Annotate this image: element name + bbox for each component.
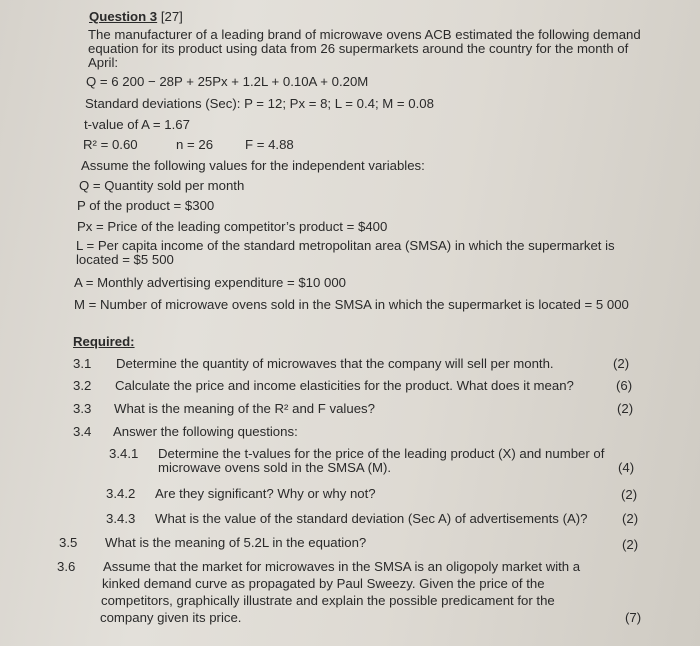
var-l-definition-line-2: located = $5 500 bbox=[76, 252, 174, 267]
intro-line-2: equation for its product using data from 26 supermarkets around the country for the month of bbox=[88, 41, 629, 56]
sub-item-number: 3.4.2 bbox=[106, 486, 136, 501]
item-text: Determine the quantity of microwaves that the company will sell per month. bbox=[116, 356, 554, 371]
item-text: What is the meaning of 5.2L in the equation? bbox=[105, 535, 367, 550]
item-marks: (2) bbox=[617, 401, 634, 416]
sub-item-text: Are they significant? Why or why not? bbox=[155, 486, 376, 501]
question-total-marks: [27] bbox=[160, 9, 183, 24]
var-a-definition: A = Monthly advertising expenditure = $10 000 bbox=[74, 275, 346, 290]
var-l-definition-line-1: L = Per capita income of the standard metropolitan area (SMSA) in which the supermarket is bbox=[76, 238, 615, 253]
item-text: What is the meaning of the R² and F values? bbox=[114, 401, 375, 416]
item-number: 3.2 bbox=[73, 378, 92, 393]
sub-item-text: What is the value of the standard deviation (Sec A) of advertisements (A)? bbox=[155, 511, 588, 526]
item-number: 3.1 bbox=[73, 356, 92, 371]
sub-item-text-line-2: microwave ovens sold in the SMSA (M). bbox=[158, 460, 392, 475]
item-number: 3.4 bbox=[73, 424, 92, 439]
item-marks: (2) bbox=[613, 356, 630, 371]
sub-item-marks: (2) bbox=[622, 511, 639, 526]
intro-line-1: The manufacturer of a leading brand of microwave ovens ACB estimated the following demand bbox=[88, 27, 641, 42]
intro-line-3: April: bbox=[88, 55, 119, 70]
item-text-line-3: competitors, graphically illustrate and explain the possible predicament for the bbox=[101, 593, 555, 608]
item-number: 3.6 bbox=[57, 559, 76, 574]
required-heading: Required: bbox=[73, 334, 135, 349]
var-q-definition: Q = Quantity sold per month bbox=[79, 178, 245, 193]
sub-item-marks: (4) bbox=[618, 460, 635, 475]
f-value: F = 4.88 bbox=[245, 137, 294, 152]
sub-item-text-line-1: Determine the t-values for the price of the leading product (X) and number of bbox=[158, 446, 605, 461]
item-text-line-4: company given its price. bbox=[100, 610, 242, 625]
sub-item-number: 3.4.1 bbox=[109, 446, 139, 461]
var-p-definition: P of the product = $300 bbox=[77, 198, 215, 213]
sub-item-number: 3.4.3 bbox=[106, 511, 136, 526]
demand-equation: Q = 6 200 − 28P + 25Px + 1.2L + 0.10A + 0.20M bbox=[86, 74, 369, 89]
item-text: Calculate the price and income elasticities for the product. What does it mean? bbox=[115, 378, 574, 393]
item-marks: (6) bbox=[616, 378, 633, 393]
question-title: Question 3 bbox=[89, 9, 158, 24]
r-squared-value: R² = 0.60 bbox=[83, 137, 138, 152]
var-m-definition: M = Number of microwave ovens sold in the SMSA in which the supermarket is located = 5 000 bbox=[74, 297, 629, 312]
standard-deviations: Standard deviations (Sec): P = 12; Px = 8; L = 0.4; M = 0.08 bbox=[85, 96, 434, 111]
item-text-line-1: Assume that the market for microwaves in the SMSA is an oligopoly market with a bbox=[103, 559, 581, 574]
item-number: 3.5 bbox=[59, 535, 78, 550]
item-text: Answer the following questions: bbox=[113, 424, 298, 439]
assume-values-line: Assume the following values for the independent variables: bbox=[81, 158, 425, 173]
var-px-definition: Px = Price of the leading competitor’s product = $400 bbox=[77, 219, 388, 234]
question-header bbox=[89, 9, 183, 24]
item-number: 3.3 bbox=[73, 401, 92, 416]
sample-size: n = 26 bbox=[176, 137, 214, 152]
item-marks: (2) bbox=[622, 537, 639, 552]
item-marks: (7) bbox=[625, 610, 642, 625]
sub-item-marks: (2) bbox=[621, 487, 638, 502]
item-text-line-2: kinked demand curve as propagated by Paul Sweezy. Given the price of the bbox=[102, 576, 545, 591]
t-value-of-a: t-value of A = 1.67 bbox=[84, 117, 190, 132]
